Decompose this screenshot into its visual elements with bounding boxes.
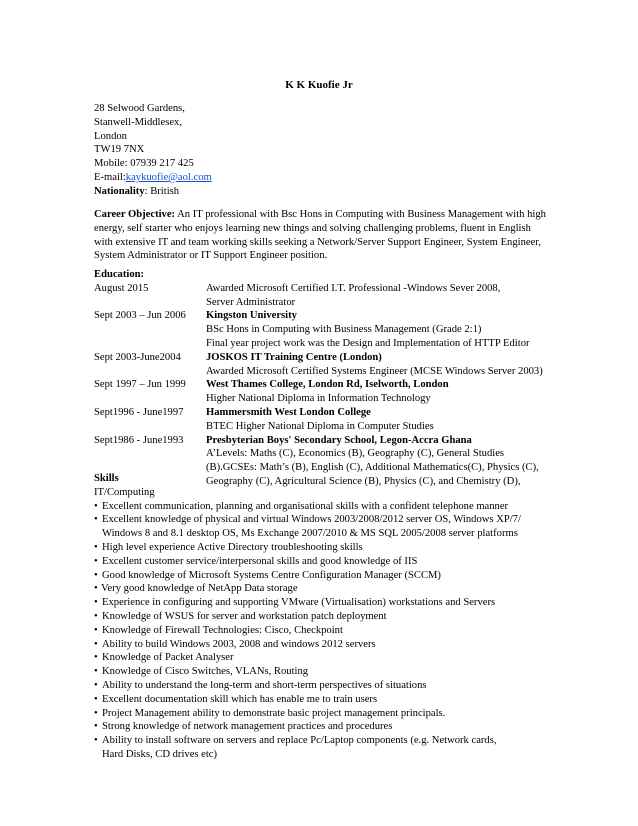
qualification-text: Geography (C), Agricultural Science (B), Physics (C), and Chemistry (D), [206,475,521,487]
bullet-icon: • [94,679,98,691]
skill-item [94,693,564,707]
skill-text: Strong knowledge of network management practices and procedures [102,721,393,733]
skill-item [94,720,564,734]
qualification-text: Server Administrator [206,296,296,308]
bullet-icon: • [94,638,98,650]
career-objective-text: An IT professional with Bsc Hons in Computing with Business Management with high [175,209,546,220]
mobile-number: Mobile: 07939 217 425 [94,158,194,170]
career-objective-text: System Administrator or IT Support Engineer position. [94,250,328,262]
email-link[interactable]: kaykuofie@aol.com [125,171,212,183]
career-objective-text: energy, self starter who enjoys learning new things and solving challenging problems, fluent in English [94,222,531,234]
skills-heading: Skills [94,473,119,484]
institution-name: West Thames College, London Rd, Iselworth, London [206,379,449,391]
education-date: Sept1986 - June1993 [94,434,184,446]
education-row [94,420,564,434]
skill-text: Good knowledge of Microsoft Systems Centre Configuration Manager (SCCM) [102,569,441,581]
education-row [94,406,564,420]
skill-item [94,624,564,638]
qualification-text: BSc Hons in Computing with Business Management (Grade 2:1) [206,324,482,336]
skill-item [94,500,564,514]
institution-name: Kingston University [206,310,297,322]
skill-item [94,707,564,721]
skill-text: Ability to understand the long-term and short-term perspectives of situations [102,679,427,691]
bullet-icon: • [94,597,98,609]
education-row [94,337,564,351]
education-list [94,282,564,489]
skill-text: Knowledge of WSUS for server and workstation patch deployment [102,610,387,622]
career-objective-label: Career Objective: [94,209,176,220]
bullet-icon: • [94,707,98,719]
education-row [94,392,564,406]
skill-text: Knowledge of Firewall Technologies: Cisco, Checkpoint [102,624,343,636]
bullet-icon: • [94,583,98,595]
education-date: Sept 2003 – Jun 2006 [94,310,186,322]
career-objective [94,208,554,263]
nationality [94,185,179,199]
education-row [94,378,564,392]
education-row [94,296,564,310]
bullet-icon: • [94,541,98,553]
bullet-icon: • [94,693,98,705]
skill-text: Very good knowledge of NetApp Data storage [101,583,298,595]
skill-item [94,596,564,610]
bullet-icon: • [94,555,98,567]
qualification-text: Awarded Microsoft Certified Systems Engineer (MCSE Windows Server 2003) [206,365,543,377]
skill-text: Excellent knowledge of physical and virtual Windows 2003/2008/2012 server OS, Windows XP/7/ [102,514,521,526]
nationality-label: Nationality [94,186,145,197]
skill-text: High level experience Active Directory troubleshooting skills [102,541,363,553]
skill-item [94,679,564,693]
skill-item [94,734,564,762]
skill-item [94,541,564,555]
institution-name: Hammersmith West London College [206,406,371,418]
education-row [94,365,564,379]
skills-subheading: IT/Computing [94,486,155,498]
candidate-name: K K Kuofie Jr [285,79,353,91]
skill-item [94,665,564,679]
bullet-icon: • [94,721,98,733]
education-date: August 2015 [94,282,149,294]
skill-text: Ability to install software on servers and replace Pc/Laptop components (e.g. Network cards, [102,735,497,747]
bullet-icon: • [94,569,98,581]
skill-text: Project Management ability to demonstrate basic project management principals. [102,707,446,719]
address-line: London [94,130,127,142]
education-heading: Education: [94,269,145,280]
nationality-value: : British [144,186,180,197]
education-row [94,309,564,323]
address-line: Stanwell-Middlesex, [94,116,182,128]
skill-text: Experience in configuring and supporting VMware (Virtualisation) workstations and Servers [102,597,496,609]
skill-text: Excellent communication, planning and organisational skills with a confident telephone manner [102,500,509,512]
skill-text: Excellent documentation skill which has enable me to train users [102,693,378,705]
education-row [94,282,564,296]
bullet-icon: • [94,624,98,636]
skill-text: Knowledge of Cisco Switches, VLANs, Routing [102,666,309,678]
skill-item [94,555,564,569]
education-row [94,323,564,337]
skills-list [94,500,564,762]
postcode: TW19 7NX [94,144,145,156]
address-line: 28 Selwood Gardens, [94,103,185,114]
institution-name: JOSKOS IT Training Centre (London) [206,351,382,363]
qualification-text: Awarded Microsoft Certified I.T. Professional -Windows Sever 2008, [206,282,501,294]
skill-item [94,651,564,665]
career-objective-text: with extensive IT and team working skills seeking a Network/Server Support Engineer, System Engineer, [94,236,542,248]
skill-item [94,638,564,652]
education-section [94,268,564,489]
skill-item [94,610,564,624]
qualification-text: (B).GCSEs: Math’s (B), English (C), Additional Mathematics(C), Physics (C), [206,462,539,474]
skill-text-continued: Hard Disks, CD drives etc) [102,748,218,760]
bullet-icon: • [94,500,98,512]
email-line [94,171,212,185]
skill-item [94,569,564,583]
bullet-icon: • [94,652,98,664]
skill-text: Ability to build Windows 2003, 2008 and windows 2012 servers [102,638,376,650]
skill-item [94,513,564,541]
education-row [94,434,564,448]
education-date: Sept 1997 – Jun 1999 [94,379,186,391]
contact-block [94,102,212,185]
education-row [94,351,564,365]
skill-text: Excellent customer service/interpersonal skills and good knowledge of IIS [102,555,418,567]
bullet-icon: • [94,610,98,622]
skills-section [94,472,564,762]
qualification-text: Higher National Diploma in Information Technology [206,393,431,405]
qualification-text: A’Levels: Maths (C), Economics (B), Geography (C), General Studies [206,448,505,460]
education-row [94,447,564,461]
skill-text: Knowledge of Packet Analyser [102,652,234,664]
skill-item [94,582,564,596]
skill-text-continued: Windows 8 and 8.1 desktop OS, Ms Exchange 2007/2010 & MS SQL 2005/2008 server platforms [102,528,518,540]
bullet-icon: • [94,514,98,526]
institution-name: Presbyterian Boys' Secondary School, Legon-Accra Ghana [206,434,472,446]
qualification-text: Final year project work was the Design and Implementation of HTTP Editor [206,337,530,349]
email-label: E-mail: [94,171,126,183]
education-date: Sept1996 - June1997 [94,406,184,418]
bullet-icon: • [94,666,98,678]
bullet-icon: • [94,735,98,747]
education-date: Sept 2003-June2004 [94,351,181,363]
qualification-text: BTEC Higher National Diploma in Computer Studies [206,420,434,432]
